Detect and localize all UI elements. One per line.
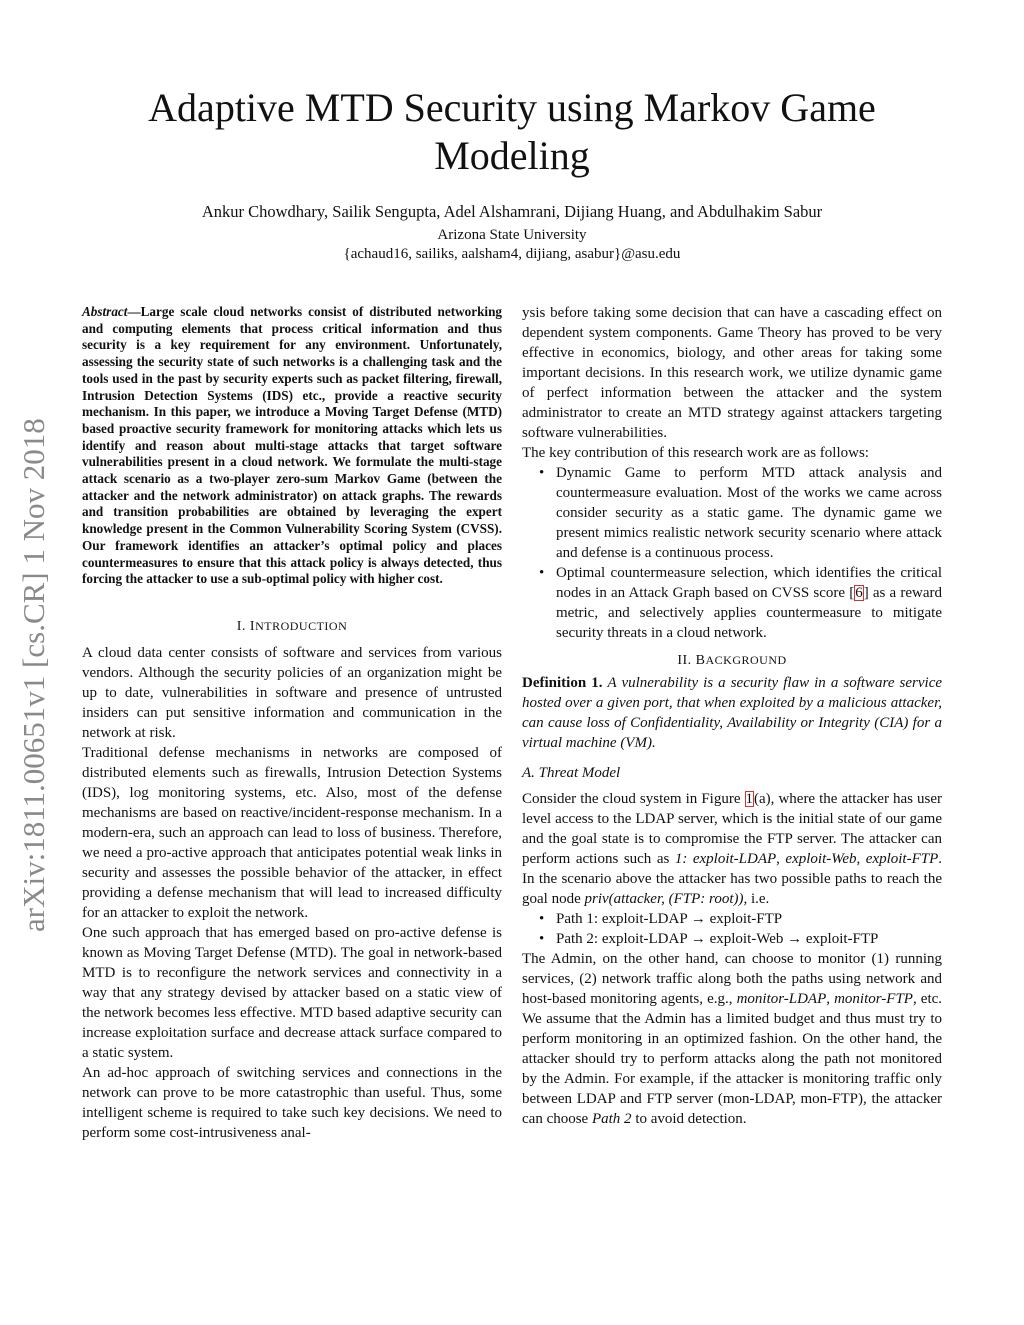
admin-paragraph (522, 949, 942, 1129)
list-item (522, 929, 942, 949)
definition-text: A vulnerability is a security flaw in a software service hosted over a given port, that when exploited by a malicious attacker, can cause loss of Confidentiality, Availability or Integrity (CIA) for a virtual machine (VM). (522, 675, 943, 751)
italic-run: exploit-FTP (865, 851, 939, 867)
text-run: (a), where the attacker has user level access to the LDAP server, which is the initial state of our game and the goal state is to compromise the FTP server. The attacker can perform actions such as (522, 791, 942, 867)
section-heading-background (522, 653, 942, 669)
italic-run: monitor-FTP (834, 991, 913, 1007)
italic-run: 1: exploit-LDAP (674, 851, 777, 867)
authors: Ankur Chowdhary, Sailik Sengupta, Adel Alshamrani, Dijiang Huang, and Abdulhakim Sabur (201, 202, 823, 221)
bullet-icon: • (539, 931, 545, 947)
title-line-1: Adaptive MTD Security using Markov Game (148, 85, 876, 130)
subsection-threat-model: A. Threat Model (522, 765, 621, 781)
section-number: I. (236, 618, 246, 634)
bullet-icon: • (539, 565, 545, 581)
section-title-rest: NTRODUCTION (255, 618, 348, 633)
section-title-first-letter: B (695, 653, 706, 668)
definition-1 (522, 673, 942, 753)
text-run: . In the scenario above the attacker has two possible paths to reach the goal node (522, 851, 943, 907)
intro-paragraph-4: An ad-hoc approach of switching services and connections in the network can prove to be more catastrophic than useful. Thus, some intelligent scheme is required to take such key decisions. We need to perform some cost-intrusiveness anal- (82, 1064, 502, 1141)
list-item-text: Path 1: exploit-LDAP → exploit-FTP (556, 911, 783, 927)
text-run: , i.e. (743, 891, 770, 907)
citation-link[interactable]: 6 (855, 585, 863, 601)
text-run: , (776, 851, 786, 867)
text-run: , (826, 991, 835, 1007)
list-item: • Optimal countermeasure selection, which identifies the critical nodes in an Attack Graph based on CVSS score [6] as a reward metric, and selectively applies countermeasure to mitigate security threats in a cloud network. (539, 565, 942, 641)
text-run: to avoid detection. (631, 1111, 747, 1127)
list-item (522, 463, 942, 563)
text-run: , (856, 851, 866, 867)
affiliation: Arizona State University (437, 227, 587, 243)
bullet-icon: • (539, 911, 545, 927)
arxiv-watermark (10, 340, 54, 940)
paper-title (100, 84, 924, 180)
contribution-list (522, 463, 942, 643)
key-contribution-line: The key contribution of this research work are as follows: (522, 445, 869, 461)
list-item-text: Optimal countermeasure selection, which identifies the critical nodes in an Attack Graph based on CVSS score (556, 565, 942, 601)
text-run: , etc. We assume that the Admin has a limited budget and thus must try to perform monitoring in an optimized fashion. On the other hand, the attacker should try to perform attacks along the path not monitored by the Admin. For example, if the attacker is monitoring traffic only between LDAP and FTP server (mon-LDAP, mon-FTP), the attacker can choose (522, 991, 943, 1127)
definition-label: Definition 1. (522, 675, 603, 691)
left-column (82, 304, 502, 1143)
text-run: The Admin, on the other hand, can choose to monitor (1) running services, (2) network traffic along both the paths using network and host-based monitoring agents, e.g., (522, 951, 942, 1007)
section-title-first-letter: I (249, 618, 256, 634)
list-item-text-cont: as a reward metric, and selectively applies countermeasure to mitigate security threats in a cloud network. (556, 585, 942, 641)
intro-paragraph-3: One such approach that has emerged based on pro-active defense is known as Moving Target Defense (MTD). The goal in network-based MTD is to reconfigure the network services and connectivity in a way that any strategy devised by attacker based on a static view of the network becomes less effective. MTD based adaptive security can increase exploitation surface and decrease attack surface compared to a static system. (82, 924, 502, 1061)
italic-run: Path 2 (591, 1111, 632, 1127)
arxiv-id: arXiv:1811.00651v1 [cs.CR] 1 Nov 2018 (16, 418, 51, 932)
right-column (522, 303, 942, 1129)
abstract (82, 304, 502, 588)
section-title-rest: ACKGROUND (705, 653, 787, 667)
italic-run: exploit-Web (785, 851, 857, 867)
text-run: Consider the cloud system in Figure (522, 791, 745, 807)
intro-paragraph-1: A cloud data center consists of software and services from various vendors. Although the security policies of an organization might be up to date, vulnerabilities in software and presence of untrusted insiders can put sensitive information and communication in the network at risk. (82, 644, 502, 741)
bullet-icon: • (539, 465, 545, 481)
title-line-2: Modeling (434, 133, 590, 178)
contribution-intro-paragraph: ysis before taking some decision that can have a cascading effect on dependent system components. Game Theory has proved to be very effective in economics, biology, and other areas for taking some important decisions. In this research work, we utilize dynamic game of perfect information between the attacker and the system administrator to create an MTD strategy against attackers targeting software vulnerabilities. (522, 305, 942, 441)
section-heading-introduction (82, 619, 502, 635)
abstract-label: Abstract (82, 304, 128, 319)
list-item-text: Path 2: exploit-LDAP → exploit-Web → exploit-FTP (556, 931, 879, 947)
author-emails: {achaud16, sailiks, aalsham4, dijiang, asabur}@asu.edu (343, 246, 681, 262)
italic-run: monitor-LDAP (736, 991, 827, 1007)
threat-model-paragraph (522, 789, 942, 909)
list-item-text: Dynamic Game to perform MTD attack analysis and countermeasure evaluation. Most of the works we came across consider security as a static game. The dynamic game we present mimics realistic network security scenario where attack and defense is a continuous process. (556, 465, 942, 561)
figure-link[interactable]: 1 (745, 791, 754, 807)
section-number: II. (677, 653, 692, 668)
list-item (522, 909, 942, 929)
intro-paragraph-2: Traditional defense mechanisms in networks are composed of distributed elements such as firewalls, Intrusion Detection Systems (IDS), log monitoring systems, etc. Also, most of the defense mechanisms are based on reactive/incident-response mechanism. In a modern-era, such an approach can lead to loss of business. Therefore, we need a pro-active approach that anticipates potential weak links in security and assesses the possible behavior of the attacker, in effect providing a defense mechanism that will lead to increased difficulty for an attacker to exploit the network. (82, 744, 502, 921)
attack-path-list (522, 909, 942, 949)
italic-run: priv(attacker, (FTP: root)) (584, 891, 744, 907)
abstract-text: —Large scale cloud networks consist of distributed networking and computing elements that process critical information and thus security is a key requirement for any environment. Unfortunately, assessing the security state of such networks is a challenging task and the tools used in the past by security experts such as packet filtering, firewall, Intrusion Detection Systems (IDS) etc., provide a reactive security mechanism. In this paper, we introduce a Moving Target Defense (MTD) based proactive security framework for monitoring attacks which lets us identify and reason about multi-stage attacks that target software vulnerabilities present in a cloud network. We formulate the multi-stage attack scenario as a two-player zero-sum Markov Game (between the attacker and the network administrator) on attack graphs. The rewards and transition probabilities are obtained by leveraging the expert knowledge present in the Common Vulnerability Scoring System (CVSS). Our framework identifies an attacker’s optimal policy and places countermeasures to ensure that this attack policy is always detected, thus forcing the attacker to use a sub-optimal policy with higher cost. (82, 304, 502, 587)
